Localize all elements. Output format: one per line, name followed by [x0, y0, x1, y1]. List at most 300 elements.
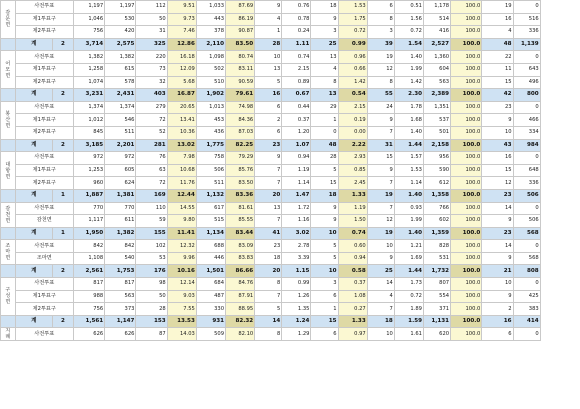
table-cell: 506 [513, 189, 540, 202]
table-cell: 81.61 [226, 202, 255, 215]
table-cell: 0 [513, 240, 540, 253]
table-cell: 16 [482, 315, 513, 328]
table-cell: 0 [513, 278, 540, 291]
table-cell: 7 [367, 202, 394, 215]
table-cell: 1.14 [394, 177, 423, 190]
table-cell: 98 [136, 278, 167, 291]
table-cell: 1,360 [423, 51, 450, 64]
table-cell: 1,046 [73, 13, 104, 26]
total-label: 계 [15, 139, 53, 152]
table-cell: 756 [73, 26, 104, 39]
region-label [1, 38, 16, 51]
table-cell: 19 [367, 227, 394, 240]
table-cell: 6 [367, 1, 394, 14]
region-label: 구 성 면 [1, 278, 16, 316]
table-cell: 2,158 [423, 139, 450, 152]
table-cell: 16 [482, 152, 513, 165]
table-cell: 52 [136, 126, 167, 139]
table-cell: 1.42 [394, 76, 423, 89]
table-cell: 1.40 [394, 126, 423, 139]
table-cell: 83.09 [226, 240, 255, 253]
table-cell: 10.16 [167, 265, 196, 278]
table-cell: 11.76 [167, 177, 196, 190]
table-cell: 2.93 [338, 152, 367, 165]
table-cell: 14 [482, 202, 513, 215]
table-cell: 563 [105, 290, 136, 303]
table-row [1, 114, 570, 127]
polling-station-label: 제2투표구 [15, 26, 73, 39]
table-cell: 2.45 [338, 177, 367, 190]
table-cell: 8 [367, 76, 394, 89]
table-cell: 87.91 [226, 290, 255, 303]
table-cell: 100.0 [451, 26, 482, 39]
table-cell: 55 [367, 89, 394, 102]
table-cell: 817 [105, 278, 136, 291]
table-cell: 1,501 [196, 265, 225, 278]
table-cell: 153 [136, 315, 167, 328]
table-cell: 100.0 [451, 328, 482, 341]
table-cell: 1.72 [282, 202, 311, 215]
table-cell: 59 [136, 215, 167, 228]
table-cell: 960 [73, 177, 104, 190]
table-cell: 1,359 [423, 227, 450, 240]
table-cell: 28 [136, 303, 167, 316]
polling-station-label: 제1투표구 [15, 114, 73, 127]
table-cell: 1,134 [196, 227, 225, 240]
polling-station-label: 제2투표구 [15, 126, 73, 139]
table-cell: 4 [255, 13, 282, 26]
table-cell: 7 [367, 303, 394, 316]
table-row [1, 252, 570, 265]
table-cell: 443 [196, 13, 225, 26]
table-cell: 100.0 [451, 227, 482, 240]
table-cell: 12 [482, 177, 513, 190]
total-label: 계 [15, 227, 53, 240]
table-cell: 1.99 [394, 63, 423, 76]
table-row [1, 101, 570, 114]
table-cell: 12.44 [167, 189, 196, 202]
table-cell: 1.50 [338, 215, 367, 228]
table-cell: 16.87 [167, 89, 196, 102]
district-count: 1 [53, 227, 74, 240]
table-cell: 79.29 [226, 152, 255, 165]
table-cell: 5 [311, 252, 338, 265]
table-cell: 501 [423, 126, 450, 139]
table-cell: 8 [255, 278, 282, 291]
region-label [1, 315, 16, 328]
table-cell: 83.11 [226, 63, 255, 76]
table-cell: 8 [367, 13, 394, 26]
table-body [1, 1, 570, 341]
table-cell: 15 [311, 315, 338, 328]
region-label: 어 모 면 [1, 51, 16, 89]
table-cell: 100.0 [451, 315, 482, 328]
table-cell: 1,197 [73, 1, 104, 14]
table-cell: 1.16 [282, 215, 311, 228]
table-cell: 2.30 [394, 89, 423, 102]
table-cell: 0.72 [394, 26, 423, 39]
table-cell: 842 [105, 240, 136, 253]
table-cell: 18 [367, 315, 394, 328]
table-cell: 0.54 [338, 89, 367, 102]
table-cell: 1,732 [423, 265, 450, 278]
table-row [1, 63, 570, 76]
table-cell: 14 [255, 315, 282, 328]
table-cell: 3,185 [73, 139, 104, 152]
region-label: 봉 산 면 [1, 101, 16, 139]
polling-station-label: 감천면 [15, 215, 73, 228]
polling-station-label: 사전투표 [15, 152, 73, 165]
table-cell: 1.56 [394, 13, 423, 26]
table-cell: 169 [136, 189, 167, 202]
table-cell: 626 [105, 328, 136, 341]
table-cell: 602 [423, 215, 450, 228]
table-cell: 9.73 [167, 13, 196, 26]
table-cell: 1,147 [105, 315, 136, 328]
table-cell: 0.37 [338, 278, 367, 291]
total-label: 계 [15, 315, 53, 328]
table-cell: 87 [136, 328, 167, 341]
table-cell: 1,902 [196, 89, 225, 102]
table-cell: 18 [311, 1, 338, 14]
table-cell: 88.95 [226, 303, 255, 316]
table-cell: 9 [255, 152, 282, 165]
table-row [1, 126, 570, 139]
table-cell: 648 [513, 164, 540, 177]
table-cell: 496 [513, 76, 540, 89]
table-cell: 5 [311, 240, 338, 253]
table-cell: 100.0 [451, 101, 482, 114]
table-cell: 1.15 [282, 265, 311, 278]
table-cell: 1.44 [394, 139, 423, 152]
table-cell: 0 [513, 152, 540, 165]
table-cell: 84.76 [226, 278, 255, 291]
table-cell: 626 [73, 328, 104, 341]
table-cell: 800 [513, 89, 540, 102]
table-cell: 87.03 [226, 126, 255, 139]
polling-station-label: 사전투표 [15, 328, 73, 341]
region-label: 지 례 [1, 328, 16, 341]
table-cell: 10 [311, 227, 338, 240]
table-cell: 0.00 [338, 126, 367, 139]
table-cell: 1.33 [338, 315, 367, 328]
table-cell: 1,382 [105, 51, 136, 64]
table-cell: 4 [311, 63, 338, 76]
table-row [1, 51, 570, 64]
table-cell: 23 [255, 240, 282, 253]
table-cell: 1.42 [338, 76, 367, 89]
table-cell: 31 [136, 26, 167, 39]
table-cell: 100.0 [451, 265, 482, 278]
table-cell: 100.0 [451, 152, 482, 165]
table-cell: 9.80 [167, 215, 196, 228]
table-cell: 0.96 [338, 51, 367, 64]
table-row [1, 76, 570, 89]
table-cell: 1.26 [282, 290, 311, 303]
table-cell: 502 [196, 63, 225, 76]
table-cell: 956 [423, 152, 450, 165]
table-cell: 10 [482, 126, 513, 139]
table-cell: 24 [367, 101, 394, 114]
table-cell: 540 [105, 252, 136, 265]
table-cell: 9.03 [167, 290, 196, 303]
table-cell: 1.73 [394, 278, 423, 291]
table-cell: 1,381 [105, 189, 136, 202]
table-cell: 684 [196, 278, 225, 291]
table-cell: 110 [136, 202, 167, 215]
table-cell: 9 [482, 215, 513, 228]
table-cell: 83.50 [226, 38, 255, 51]
polling-station-label: 조마면 [15, 252, 73, 265]
subtotal-row [1, 227, 570, 240]
table-row [1, 278, 570, 291]
table-cell: 15 [482, 76, 513, 89]
table-cell: 41 [255, 227, 282, 240]
table-cell: 7 [255, 290, 282, 303]
table-cell: 0.89 [282, 76, 311, 89]
table-cell: 8 [311, 76, 338, 89]
table-cell: 0 [311, 126, 338, 139]
table-cell: 1.40 [394, 51, 423, 64]
table-cell: 336 [513, 177, 540, 190]
table-row [1, 177, 570, 190]
table-cell: 0.60 [338, 240, 367, 253]
table-cell: 50 [136, 13, 167, 26]
table-cell: 3,714 [73, 38, 104, 51]
table-cell: 7 [255, 164, 282, 177]
total-label: 계 [15, 265, 53, 278]
table-cell: 1,033 [196, 1, 225, 14]
table-cell: 100.0 [451, 1, 482, 14]
table-cell: 1.75 [338, 13, 367, 26]
table-cell: 10 [255, 51, 282, 64]
table-cell: 1.19 [282, 164, 311, 177]
table-cell: 9 [482, 114, 513, 127]
table-cell: 19 [367, 189, 394, 202]
table-cell: 10.68 [167, 164, 196, 177]
table-cell: 84.36 [226, 114, 255, 127]
table-cell: 83.44 [226, 227, 255, 240]
subtotal-row [1, 265, 570, 278]
table-cell: 1,253 [73, 164, 104, 177]
table-cell: 3.39 [282, 252, 311, 265]
table-cell: 176 [136, 265, 167, 278]
table-cell: 0 [513, 51, 540, 64]
region-label: 감 천 면 [1, 202, 16, 227]
table-cell: 515 [196, 215, 225, 228]
table-cell: 15 [311, 177, 338, 190]
table-cell: 2.15 [338, 101, 367, 114]
table-cell: 83.83 [226, 252, 255, 265]
table-cell: 604 [423, 63, 450, 76]
table-cell: 9 [367, 164, 394, 177]
table-cell: 514 [423, 13, 450, 26]
table-cell: 13 [311, 51, 338, 64]
table-cell: 3.02 [282, 227, 311, 240]
region-label [1, 189, 16, 202]
table-cell: 9 [311, 215, 338, 228]
table-cell: 1.61 [394, 328, 423, 341]
table-cell: 531 [423, 252, 450, 265]
table-cell: 516 [513, 13, 540, 26]
table-cell: 0.74 [338, 227, 367, 240]
table-cell: 1,131 [423, 315, 450, 328]
district-count: 2 [53, 315, 74, 328]
table-cell: 82.32 [226, 315, 255, 328]
table-cell: 2,431 [105, 89, 136, 102]
table-cell: 1,561 [73, 315, 104, 328]
table-cell: 102 [136, 240, 167, 253]
table-cell: 10 [367, 240, 394, 253]
table-cell: 2,201 [105, 139, 136, 152]
table-cell: 568 [513, 227, 540, 240]
table-cell: 373 [105, 303, 136, 316]
table-cell: 416 [423, 26, 450, 39]
table-cell: 14.03 [167, 328, 196, 341]
table-cell: 9 [482, 252, 513, 265]
table-cell: 1,382 [73, 51, 104, 64]
table-cell: 845 [73, 126, 104, 139]
table-cell: 1.47 [282, 189, 311, 202]
region-label [1, 89, 16, 102]
table-cell: 578 [105, 76, 136, 89]
table-cell: 85.76 [226, 164, 255, 177]
table-cell: 12.14 [167, 278, 196, 291]
table-cell: 9 [367, 252, 394, 265]
table-cell: 0.58 [338, 265, 367, 278]
table-cell: 2.22 [338, 139, 367, 152]
table-cell: 16.18 [167, 51, 196, 64]
table-cell: 537 [423, 114, 450, 127]
table-cell: 16 [255, 89, 282, 102]
table-cell: 6 [311, 290, 338, 303]
table-cell: 9 [367, 114, 394, 127]
table-cell: 1.29 [282, 328, 311, 341]
polling-station-label: 제2투표구 [15, 177, 73, 190]
table-cell: 1,013 [196, 101, 225, 114]
table-cell: 466 [513, 114, 540, 127]
table-cell: 756 [73, 303, 104, 316]
table-cell: 3 [311, 26, 338, 39]
district-count: 2 [53, 139, 74, 152]
table-cell: 5 [255, 303, 282, 316]
table-cell: 509 [196, 328, 225, 341]
table-cell: 100.0 [451, 126, 482, 139]
district-count: 2 [53, 265, 74, 278]
table-cell: 1,374 [105, 101, 136, 114]
polling-station-label: 사전투표 [15, 278, 73, 291]
table-cell: 446 [196, 252, 225, 265]
table-row [1, 328, 570, 341]
region-label: 대 항 면 [1, 152, 16, 190]
table-cell: 13 [255, 63, 282, 76]
table-cell: 6 [255, 126, 282, 139]
table-cell: 1.59 [394, 315, 423, 328]
subtotal-row [1, 315, 570, 328]
table-cell: 506 [513, 215, 540, 228]
table-cell: 988 [73, 290, 104, 303]
region-label [1, 227, 16, 240]
table-cell: 12 [367, 63, 394, 76]
table-cell: 13.53 [167, 315, 196, 328]
table-cell: 11 [482, 63, 513, 76]
table-cell: 1,074 [73, 76, 104, 89]
table-cell: 86.66 [226, 265, 255, 278]
table-cell: 7 [255, 177, 282, 190]
table-cell: 984 [513, 139, 540, 152]
table-cell: 10.36 [167, 126, 196, 139]
table-cell: 0.85 [338, 164, 367, 177]
polling-station-label: 사전투표 [15, 202, 73, 215]
table-cell: 1.78 [394, 101, 423, 114]
table-cell: 1.21 [394, 240, 423, 253]
table-cell: 1.35 [282, 303, 311, 316]
table-row [1, 202, 570, 215]
table-cell: 7.55 [167, 303, 196, 316]
table-cell: 1.20 [282, 126, 311, 139]
table-cell: 100.0 [451, 63, 482, 76]
table-cell: 80.74 [226, 51, 255, 64]
table-cell: 12 [367, 215, 394, 228]
table-cell: 1 [311, 303, 338, 316]
table-cell: 43 [482, 139, 513, 152]
table-cell: 590 [423, 164, 450, 177]
table-cell: 73 [136, 63, 167, 76]
table-cell: 14 [482, 240, 513, 253]
total-label: 계 [15, 89, 53, 102]
table-cell: 1,117 [73, 215, 104, 228]
table-cell: 100.0 [451, 13, 482, 26]
table-cell: 770 [105, 202, 136, 215]
subtotal-row [1, 189, 570, 202]
table-cell: 330 [196, 303, 225, 316]
table-cell: 817 [73, 278, 104, 291]
polling-station-label: 제1투표구 [15, 290, 73, 303]
table-cell: 554 [423, 290, 450, 303]
table-cell: 530 [105, 13, 136, 26]
table-cell: 1,374 [73, 101, 104, 114]
table-cell: 1.24 [282, 315, 311, 328]
table-cell: 617 [196, 202, 225, 215]
table-cell: 18 [311, 189, 338, 202]
table-cell: 615 [105, 63, 136, 76]
table-cell: 76 [136, 152, 167, 165]
table-cell: 510 [196, 76, 225, 89]
table-cell: 3 [311, 278, 338, 291]
table-cell: 770 [73, 202, 104, 215]
table-cell: 688 [196, 240, 225, 253]
table-cell: 972 [73, 152, 104, 165]
table-cell: 1.40 [394, 189, 423, 202]
table-cell: 1.57 [394, 152, 423, 165]
table-cell: 420 [105, 26, 136, 39]
table-cell: 48 [311, 139, 338, 152]
table-cell: 1.99 [394, 215, 423, 228]
table-cell: 1.69 [394, 252, 423, 265]
table-cell: 23 [482, 189, 513, 202]
district-count: 1 [53, 189, 74, 202]
table-cell: 0.78 [282, 13, 311, 26]
table-cell: 9 [482, 290, 513, 303]
table-cell: 2 [482, 303, 513, 316]
table-cell: 403 [136, 89, 167, 102]
table-cell: 31 [367, 139, 394, 152]
table-cell: 643 [513, 63, 540, 76]
table-cell: 1.11 [282, 38, 311, 51]
subtotal-row [1, 139, 570, 152]
table-cell: 18 [255, 252, 282, 265]
table-cell: 112 [136, 1, 167, 14]
